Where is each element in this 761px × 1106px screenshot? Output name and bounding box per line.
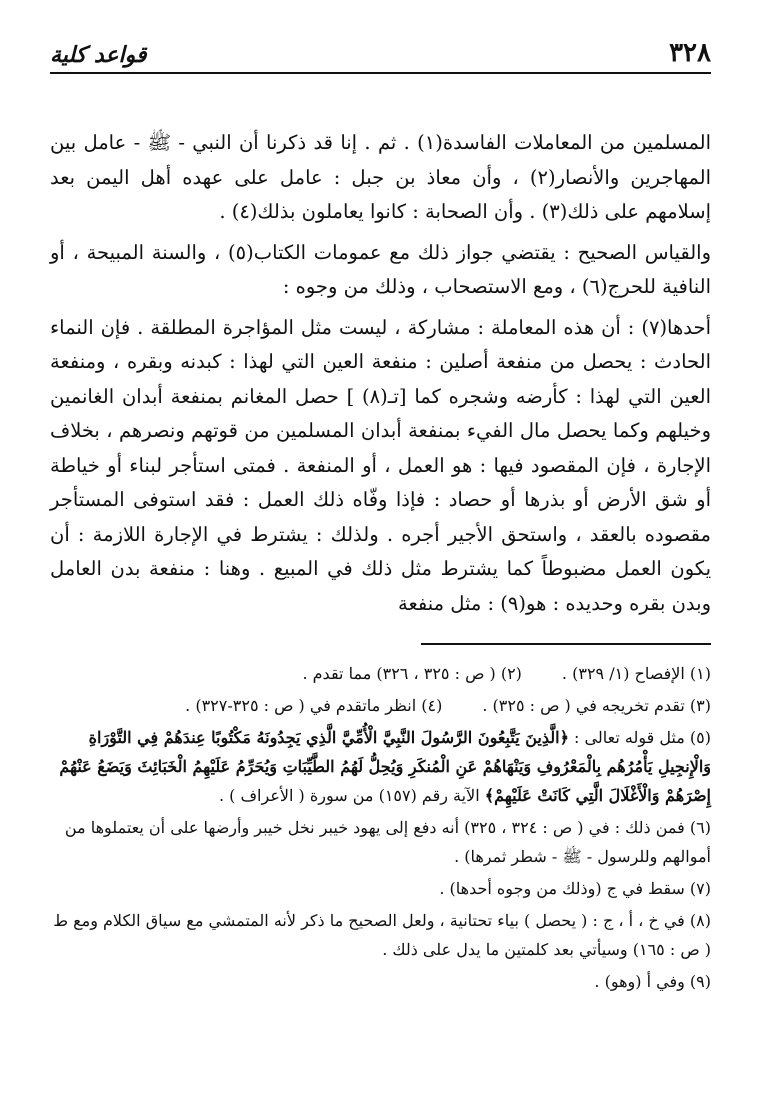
paragraph-3: أحدها(٧) : أن هذه المعاملة : مشاركة ، ليست مثل المؤاجرة المطلقة . فإن النماء الحادث : يحصل من منفعة أصلين : منفعة العين التي لهذا : كبدنه وبقره ، ومنفعة العين التي لهذا : كأرضه وشجره كما [تـ(٨) ] حصل المغانم بمنفعة أبدان الغانمين وخيلهم وكما يحصل مال الفيء بمنفعة أبدان المسلمين من قوتهم ونصرهم ، بخلاف الإجارة ، فإن المقصود فيها : هو العمل ، أو المنفعة . فمتى استأجر لبناء أو خياطة أو شق الأرض أو بذرها أو حصاد : فإذا وفّاه ذلك العمل : فقد استوفى المستأجر مقصوده بالعقد ، واستحق الأجير أجره . ولذلك : يشترط في الإجارة اللازمة : أن يكون العمل مضبوطاً كما يشترط مثل ذلك في المبيع . وهنا : منفعة بدن العامل وبدن بقره وحديده : هو(٩) : مثل منفعة <box>50 315 711 615</box>
footnote-8: (٨) في خ ، أ ، ج : ( يحصل ) بياء تحتانية ، ولعل الصحيح ما ذكر لأنه المتمشي مع سياق الكلام ومع ط ( ص : ١٦٥) وسيأتي بعد كلمتين ما يدل على ذلك . <box>53 911 711 959</box>
running-title: قواعد كلية <box>50 42 147 68</box>
footnote-3: (٣) تقدم تخريجه في ( ص : ٣٢٥) . <box>482 696 711 715</box>
footnotes <box>50 659 711 996</box>
page-number: ٣٢٨ <box>669 38 711 68</box>
footnote-1: (١) الإفصاح (١/ ٣٢٩) . <box>561 664 711 683</box>
footnote-divider <box>421 643 711 645</box>
paragraph-2: والقياس الصحيح : يقتضي جواز ذلك مع عمومات الكتاب(٥) ، والسنة المبيحة ، أو النافية للحرج(٦) ، ومع الاستصحاب ، وذلك من وجوه : <box>50 240 711 298</box>
footnote-5 <box>50 723 711 810</box>
footnote-7: (٧) سقط في ج (وذلك من وجوه أحدها) . <box>439 879 711 898</box>
main-text <box>50 126 711 621</box>
footnote-row-1-2 <box>50 659 711 691</box>
footnote-5-quran-verse: ﴿الَّذِينَ يَتَّبِعُونَ الرَّسُولَ النَّبِيَّ الْأُمِّيَّ الَّذِي يَجِدُونَهُ مَكْتُوبًا عِندَهُمْ فِي التَّوْرَاةِ وَالْإِنجِيلِ يَأْمُرُهُم بِالْمَعْرُوفِ وَيَنْهَاهُمْ عَنِ الْمُنكَرِ وَيُحِلُّ لَهُمُ الطَّيِّبَاتِ وَيُحَرِّمُ عَلَيْهِمُ الْخَبَائِثَ وَيَضَعُ عَنْهُمْ إِصْرَهُمْ وَالْأَغْلَالَ الَّتِي كَانَتْ عَلَيْهِمْ﴾ <box>59 728 711 805</box>
footnote-9: (٩) وفي أ (وهو) . <box>594 972 711 991</box>
footnote-5-reference: الآية رقم (١٥٧) من سورة ( الأعراف ) . <box>218 786 485 805</box>
footnote-4: (٤) انظر ماتقدم في ( ص : ٣٢٥-٣٢٧) . <box>185 696 443 715</box>
paragraph-1: المسلمين من المعاملات الفاسدة(١) . ثم . إنا قد ذكرنا أن النبي - ﷺ - عامل بين المهاجرين والأنصار(٢) ، وأن معاذ بن جبل : عامل على عهده أهل اليمن بعد إسلامهم على ذلك(٣) . وأن الصحابة : كانوا يعاملون بذلك(٤) . <box>50 131 711 223</box>
footnote-2: (٢) ( ص : ٣٢٥ ، ٣٢٦) مما تقدم . <box>302 664 522 683</box>
footnote-row-3-4 <box>50 691 711 723</box>
page-header <box>50 30 711 74</box>
footnote-6: (٦) فمن ذلك : في ( ص : ٣٢٤ ، ٣٢٥) أنه دفع إلى يهود خيبر نخل خيبر وأرضها على أن يعتملوها من أموالهم وللرسول - ﷺ - شطر ثمرها) . <box>64 818 711 866</box>
footnote-5-intro: (٥) مثل قوله تعالى : <box>568 728 711 747</box>
